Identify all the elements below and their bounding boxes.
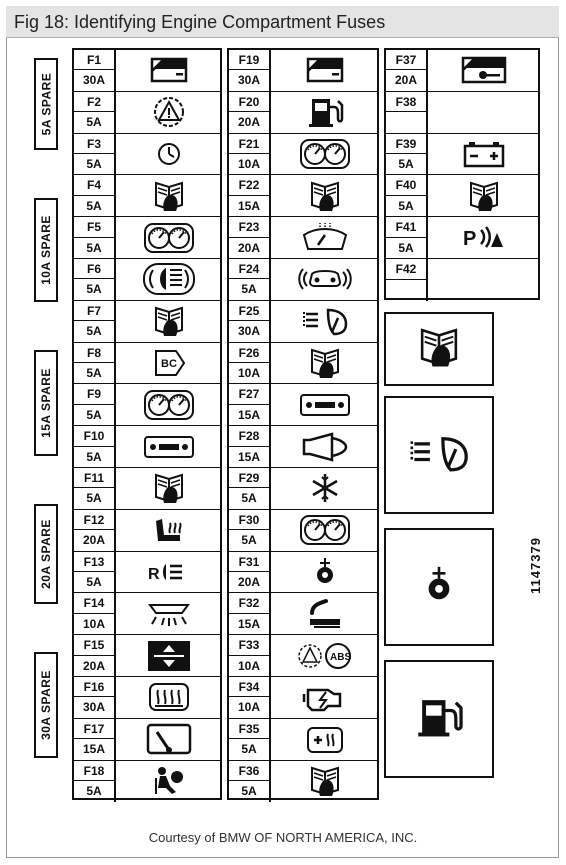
fuse-id: F2 xyxy=(74,92,114,112)
fuse-row-f25 xyxy=(229,301,377,343)
fuse-label xyxy=(74,635,116,676)
door-icon xyxy=(273,50,377,91)
fuse-id: F38 xyxy=(386,92,426,112)
fuse-label xyxy=(74,510,116,551)
fuse-amperage: 20A xyxy=(82,533,105,548)
pdc-letter: P xyxy=(463,227,477,250)
fuse-amperage: 10A xyxy=(237,658,260,673)
fuse-label xyxy=(229,134,271,175)
fuse-label xyxy=(74,301,116,342)
fuse-amperage: 5A xyxy=(86,156,102,171)
door-icon xyxy=(118,50,220,91)
rear-defrost-icon xyxy=(118,677,220,718)
fuse-amperage: 5A xyxy=(241,491,257,506)
spare-15a: 15A SPARE xyxy=(34,350,58,456)
fuse-amperage: 5A xyxy=(86,784,102,799)
manual-icon xyxy=(273,761,377,803)
big-box-fuel-pump xyxy=(384,660,494,778)
spare-20a: 20A SPARE xyxy=(34,504,58,604)
fuse-id: F5 xyxy=(74,217,114,237)
fuse-amperage: 10A xyxy=(237,156,260,171)
fuse-id: F31 xyxy=(229,552,269,572)
fuse-row-f23 xyxy=(229,217,377,259)
fuse-row-f37 xyxy=(386,50,538,92)
fuse-label xyxy=(229,635,271,676)
fuse-label xyxy=(74,217,116,258)
park-sensor-icon xyxy=(273,259,377,300)
fuse-amperage: 30A xyxy=(237,324,260,339)
fuse-id: F20 xyxy=(229,92,269,112)
fuse-id: F1 xyxy=(74,50,114,70)
gauges-icon xyxy=(118,217,220,258)
seat-heater-icon xyxy=(118,510,220,551)
fuse-id: F34 xyxy=(229,677,269,697)
fuse-row-f26 xyxy=(229,343,377,385)
fuse-row-f18 xyxy=(74,761,220,803)
fuse-amperage: 5A xyxy=(86,449,102,464)
fuse-id: F10 xyxy=(74,426,114,446)
fuse-label xyxy=(74,593,116,634)
svg-text:BC: BC xyxy=(161,357,177,370)
fuse-id: F27 xyxy=(229,384,269,404)
fuse-label xyxy=(74,134,116,175)
headlight-washer-icon xyxy=(404,418,474,493)
fuse-label xyxy=(229,92,271,133)
fuse-label xyxy=(74,761,116,803)
gauges-icon xyxy=(273,134,377,175)
abs-icon xyxy=(273,635,377,676)
fuse-label xyxy=(74,50,116,91)
svg-text:ABS: ABS xyxy=(330,651,352,663)
fuse-amperage: 15A xyxy=(237,449,260,464)
fuse-amperage: 20A xyxy=(394,73,417,88)
fuse-label xyxy=(74,92,116,133)
fuse-id: F25 xyxy=(229,301,269,321)
fuse-id: F29 xyxy=(229,468,269,488)
fuse-amperage: 5A xyxy=(398,240,414,255)
fuse-row-f3 xyxy=(74,134,220,176)
fuse-label xyxy=(229,552,271,593)
fuse-row-f35 xyxy=(229,719,377,761)
fuse-amperage: 5A xyxy=(241,282,257,297)
fuse-id: F41 xyxy=(386,217,426,237)
fuse-row-f38 xyxy=(386,92,538,134)
fuse-amperage: 10A xyxy=(237,700,260,715)
empty-slot xyxy=(430,259,538,301)
fuse-id: F16 xyxy=(74,677,114,697)
fuse-label xyxy=(386,175,428,216)
fuse-label xyxy=(229,426,271,467)
fuse-column-1 xyxy=(72,48,222,800)
fuse-row-f9 xyxy=(74,384,220,426)
key-door-icon xyxy=(430,50,538,91)
fuse-row-f39 xyxy=(386,134,538,176)
socket-icon xyxy=(273,552,377,593)
fuse-id: F12 xyxy=(74,510,114,530)
fuse-label xyxy=(386,217,428,258)
manual-icon xyxy=(430,175,538,216)
fuse-row-f30 xyxy=(229,510,377,552)
fuse-label xyxy=(229,510,271,551)
sunroof-icon xyxy=(118,635,220,676)
rear-wiper-icon xyxy=(118,719,220,760)
fuse-amperage: 5A xyxy=(86,240,102,255)
fuse-id: F4 xyxy=(74,175,114,195)
fuse-id: F22 xyxy=(229,175,269,195)
fuse-label xyxy=(74,552,116,593)
fuse-amperage: 5A xyxy=(86,491,102,506)
fuse-id: F7 xyxy=(74,301,114,321)
washer-icon xyxy=(273,217,377,258)
fuse-id: F8 xyxy=(74,343,114,363)
fuse-label xyxy=(386,134,428,175)
fuse-label xyxy=(74,259,116,300)
fuse-amperage: 10A xyxy=(237,365,260,380)
fuse-row-f36 xyxy=(229,761,377,803)
side-code: 1147379 xyxy=(527,536,543,594)
spare-5a: 5A SPARE xyxy=(34,58,58,150)
fuse-amperage: 5A xyxy=(241,784,257,799)
rear-fog-icon xyxy=(118,552,220,593)
fuse-label xyxy=(229,301,271,342)
fuse-label xyxy=(386,92,428,133)
fuse-row-f29 xyxy=(229,468,377,510)
gauges-icon xyxy=(118,384,220,425)
fuse-id: F35 xyxy=(229,719,269,739)
radio-icon xyxy=(273,384,377,425)
fuse-amperage: 30A xyxy=(237,73,260,88)
fuse-id: F21 xyxy=(229,134,269,154)
fuse-amperage: 30A xyxy=(82,73,105,88)
fuse-id: F11 xyxy=(74,468,114,488)
fuse-row-f24 xyxy=(229,259,377,301)
fuse-column-2 xyxy=(227,48,379,800)
fuse-label xyxy=(229,343,271,384)
fuse-row-f8 xyxy=(74,343,220,385)
fuse-amperage xyxy=(386,112,426,132)
clock-icon xyxy=(118,134,220,175)
radio-icon xyxy=(118,426,220,467)
warning-icon xyxy=(118,92,220,133)
fuse-amperage: 5A xyxy=(398,156,414,171)
fuse-row-f20 xyxy=(229,92,377,134)
fuse-row-f40 xyxy=(386,175,538,217)
manual-icon xyxy=(118,301,220,342)
fuse-amperage: 5A xyxy=(241,533,257,548)
socket-icon xyxy=(404,550,474,625)
fuse-id: F37 xyxy=(386,50,426,70)
fuse-row-f12 xyxy=(74,510,220,552)
fuse-row-f4 xyxy=(74,175,220,217)
fuse-label xyxy=(74,719,116,760)
fuse-amperage: 15A xyxy=(237,616,260,631)
pdc-icon xyxy=(430,217,538,258)
fuse-amperage: 5A xyxy=(86,115,102,130)
fuse-label xyxy=(74,677,116,718)
fuse-row-f14 xyxy=(74,593,220,635)
fuse-row-f34 xyxy=(229,677,377,719)
fuse-label xyxy=(229,259,271,300)
fuse-id: F32 xyxy=(229,593,269,613)
fuse-row-f15 xyxy=(74,635,220,677)
interior-light-icon xyxy=(118,593,220,634)
airbag-icon xyxy=(118,761,220,803)
fuse-row-f11 xyxy=(74,468,220,510)
ac-icon xyxy=(273,468,377,509)
gauges-icon xyxy=(273,510,377,551)
fuse-row-f10 xyxy=(74,426,220,468)
fuse-label xyxy=(229,384,271,425)
fuse-row-f33 xyxy=(229,635,377,677)
fuse-label xyxy=(229,593,271,634)
fuse-id: F6 xyxy=(74,259,114,279)
fuse-row-f5 xyxy=(74,217,220,259)
fuel-pump-icon xyxy=(273,92,377,133)
fuse-id: F36 xyxy=(229,761,269,782)
fuse-row-f21 xyxy=(229,134,377,176)
fuse-id: F17 xyxy=(74,719,114,739)
fuse-amperage: 15A xyxy=(237,198,260,213)
fuse-label xyxy=(229,761,271,803)
fuse-id: F33 xyxy=(229,635,269,655)
fuse-row-f13 xyxy=(74,552,220,594)
fuse-label xyxy=(386,50,428,91)
fuse-amperage: 5A xyxy=(86,324,102,339)
big-box-manual xyxy=(384,312,494,386)
battery-plus-icon xyxy=(273,719,377,760)
headlight-washer-icon xyxy=(273,301,377,342)
credit-line: Courtesy of BMW OF NORTH AMERICA, INC. xyxy=(148,830,418,845)
empty-slot xyxy=(430,92,538,133)
fuse-amperage: 30A xyxy=(82,700,105,715)
fuse-amperage: 5A xyxy=(398,198,414,213)
fuse-row-f2 xyxy=(74,92,220,134)
battery-icon xyxy=(430,134,538,175)
manual-icon xyxy=(273,343,377,384)
fuse-id: F3 xyxy=(74,134,114,154)
engine-icon xyxy=(273,677,377,718)
fuse-id: F42 xyxy=(386,259,426,280)
fuse-amperage: 20A xyxy=(237,115,260,130)
fuel-pump-icon xyxy=(404,682,474,757)
fuse-label xyxy=(74,343,116,384)
fuse-label xyxy=(74,426,116,467)
fuse-label xyxy=(229,217,271,258)
fuse-id: F9 xyxy=(74,384,114,404)
fuse-label xyxy=(229,175,271,216)
big-box-headlight-washer xyxy=(384,396,494,514)
manual-icon xyxy=(118,468,220,509)
fuse-label xyxy=(229,50,271,91)
fuse-row-f22 xyxy=(229,175,377,217)
svg-text:R: R xyxy=(148,565,160,583)
fuse-amperage: 20A xyxy=(237,574,260,589)
manual-icon xyxy=(273,175,377,216)
fuse-label xyxy=(74,468,116,509)
fuse-row-f19 xyxy=(229,50,377,92)
horn-icon xyxy=(273,426,377,467)
fuse-label xyxy=(386,259,428,301)
fuse-id: F39 xyxy=(386,134,426,154)
fuse-amperage: 5A xyxy=(86,365,102,380)
fuse-label xyxy=(74,175,116,216)
fuse-label xyxy=(229,719,271,760)
fuse-id: F15 xyxy=(74,635,114,655)
fuse-label xyxy=(229,468,271,509)
fuse-row-f27 xyxy=(229,384,377,426)
fuse-id: F13 xyxy=(74,552,114,572)
fog-light-icon xyxy=(118,259,220,300)
fuse-row-f31 xyxy=(229,552,377,594)
fuse-amperage: 5A xyxy=(86,574,102,589)
fuse-id: F23 xyxy=(229,217,269,237)
fuse-id: F40 xyxy=(386,175,426,195)
manual-icon xyxy=(118,175,220,216)
cigarette-lighter-icon xyxy=(273,593,377,634)
fuse-amperage: 5A xyxy=(241,742,257,757)
fuse-amperage: 15A xyxy=(82,742,105,757)
fuse-row-f32 xyxy=(229,593,377,635)
fuse-amperage: 5A xyxy=(86,407,102,422)
fuse-row-f41 xyxy=(386,217,538,259)
fuse-amperage: 5A xyxy=(86,282,102,297)
spare-10a: 10A SPARE xyxy=(34,198,58,302)
fuse-id: F28 xyxy=(229,426,269,446)
manual-icon xyxy=(404,312,474,387)
fuse-id: F19 xyxy=(229,50,269,70)
fuse-id: F18 xyxy=(74,761,114,782)
fuse-row-f42 xyxy=(386,259,538,301)
spare-30a: 30A SPARE xyxy=(34,652,58,758)
fuse-row-f16 xyxy=(74,677,220,719)
big-box-socket xyxy=(384,528,494,646)
fuse-row-f7 xyxy=(74,301,220,343)
fuse-label xyxy=(74,384,116,425)
fuse-amperage: 20A xyxy=(82,658,105,673)
fuse-amperage xyxy=(386,280,426,301)
fuse-row-f1 xyxy=(74,50,220,92)
fuse-row-f17 xyxy=(74,719,220,761)
fuse-id: F14 xyxy=(74,593,114,613)
fuse-label xyxy=(229,677,271,718)
fuse-row-f6 xyxy=(74,259,220,301)
fuse-row-f28 xyxy=(229,426,377,468)
fuse-id: F30 xyxy=(229,510,269,530)
fuse-amperage: 5A xyxy=(86,198,102,213)
bc-icon xyxy=(118,343,220,384)
fuse-column-3 xyxy=(384,48,540,300)
figure-title: Fig 18: Identifying Engine Compartment Fuses xyxy=(6,6,559,38)
fuse-amperage: 20A xyxy=(237,240,260,255)
fuse-amperage: 10A xyxy=(82,616,105,631)
fuse-id: F24 xyxy=(229,259,269,279)
fuse-amperage: 15A xyxy=(237,407,260,422)
fuse-id: F26 xyxy=(229,343,269,363)
